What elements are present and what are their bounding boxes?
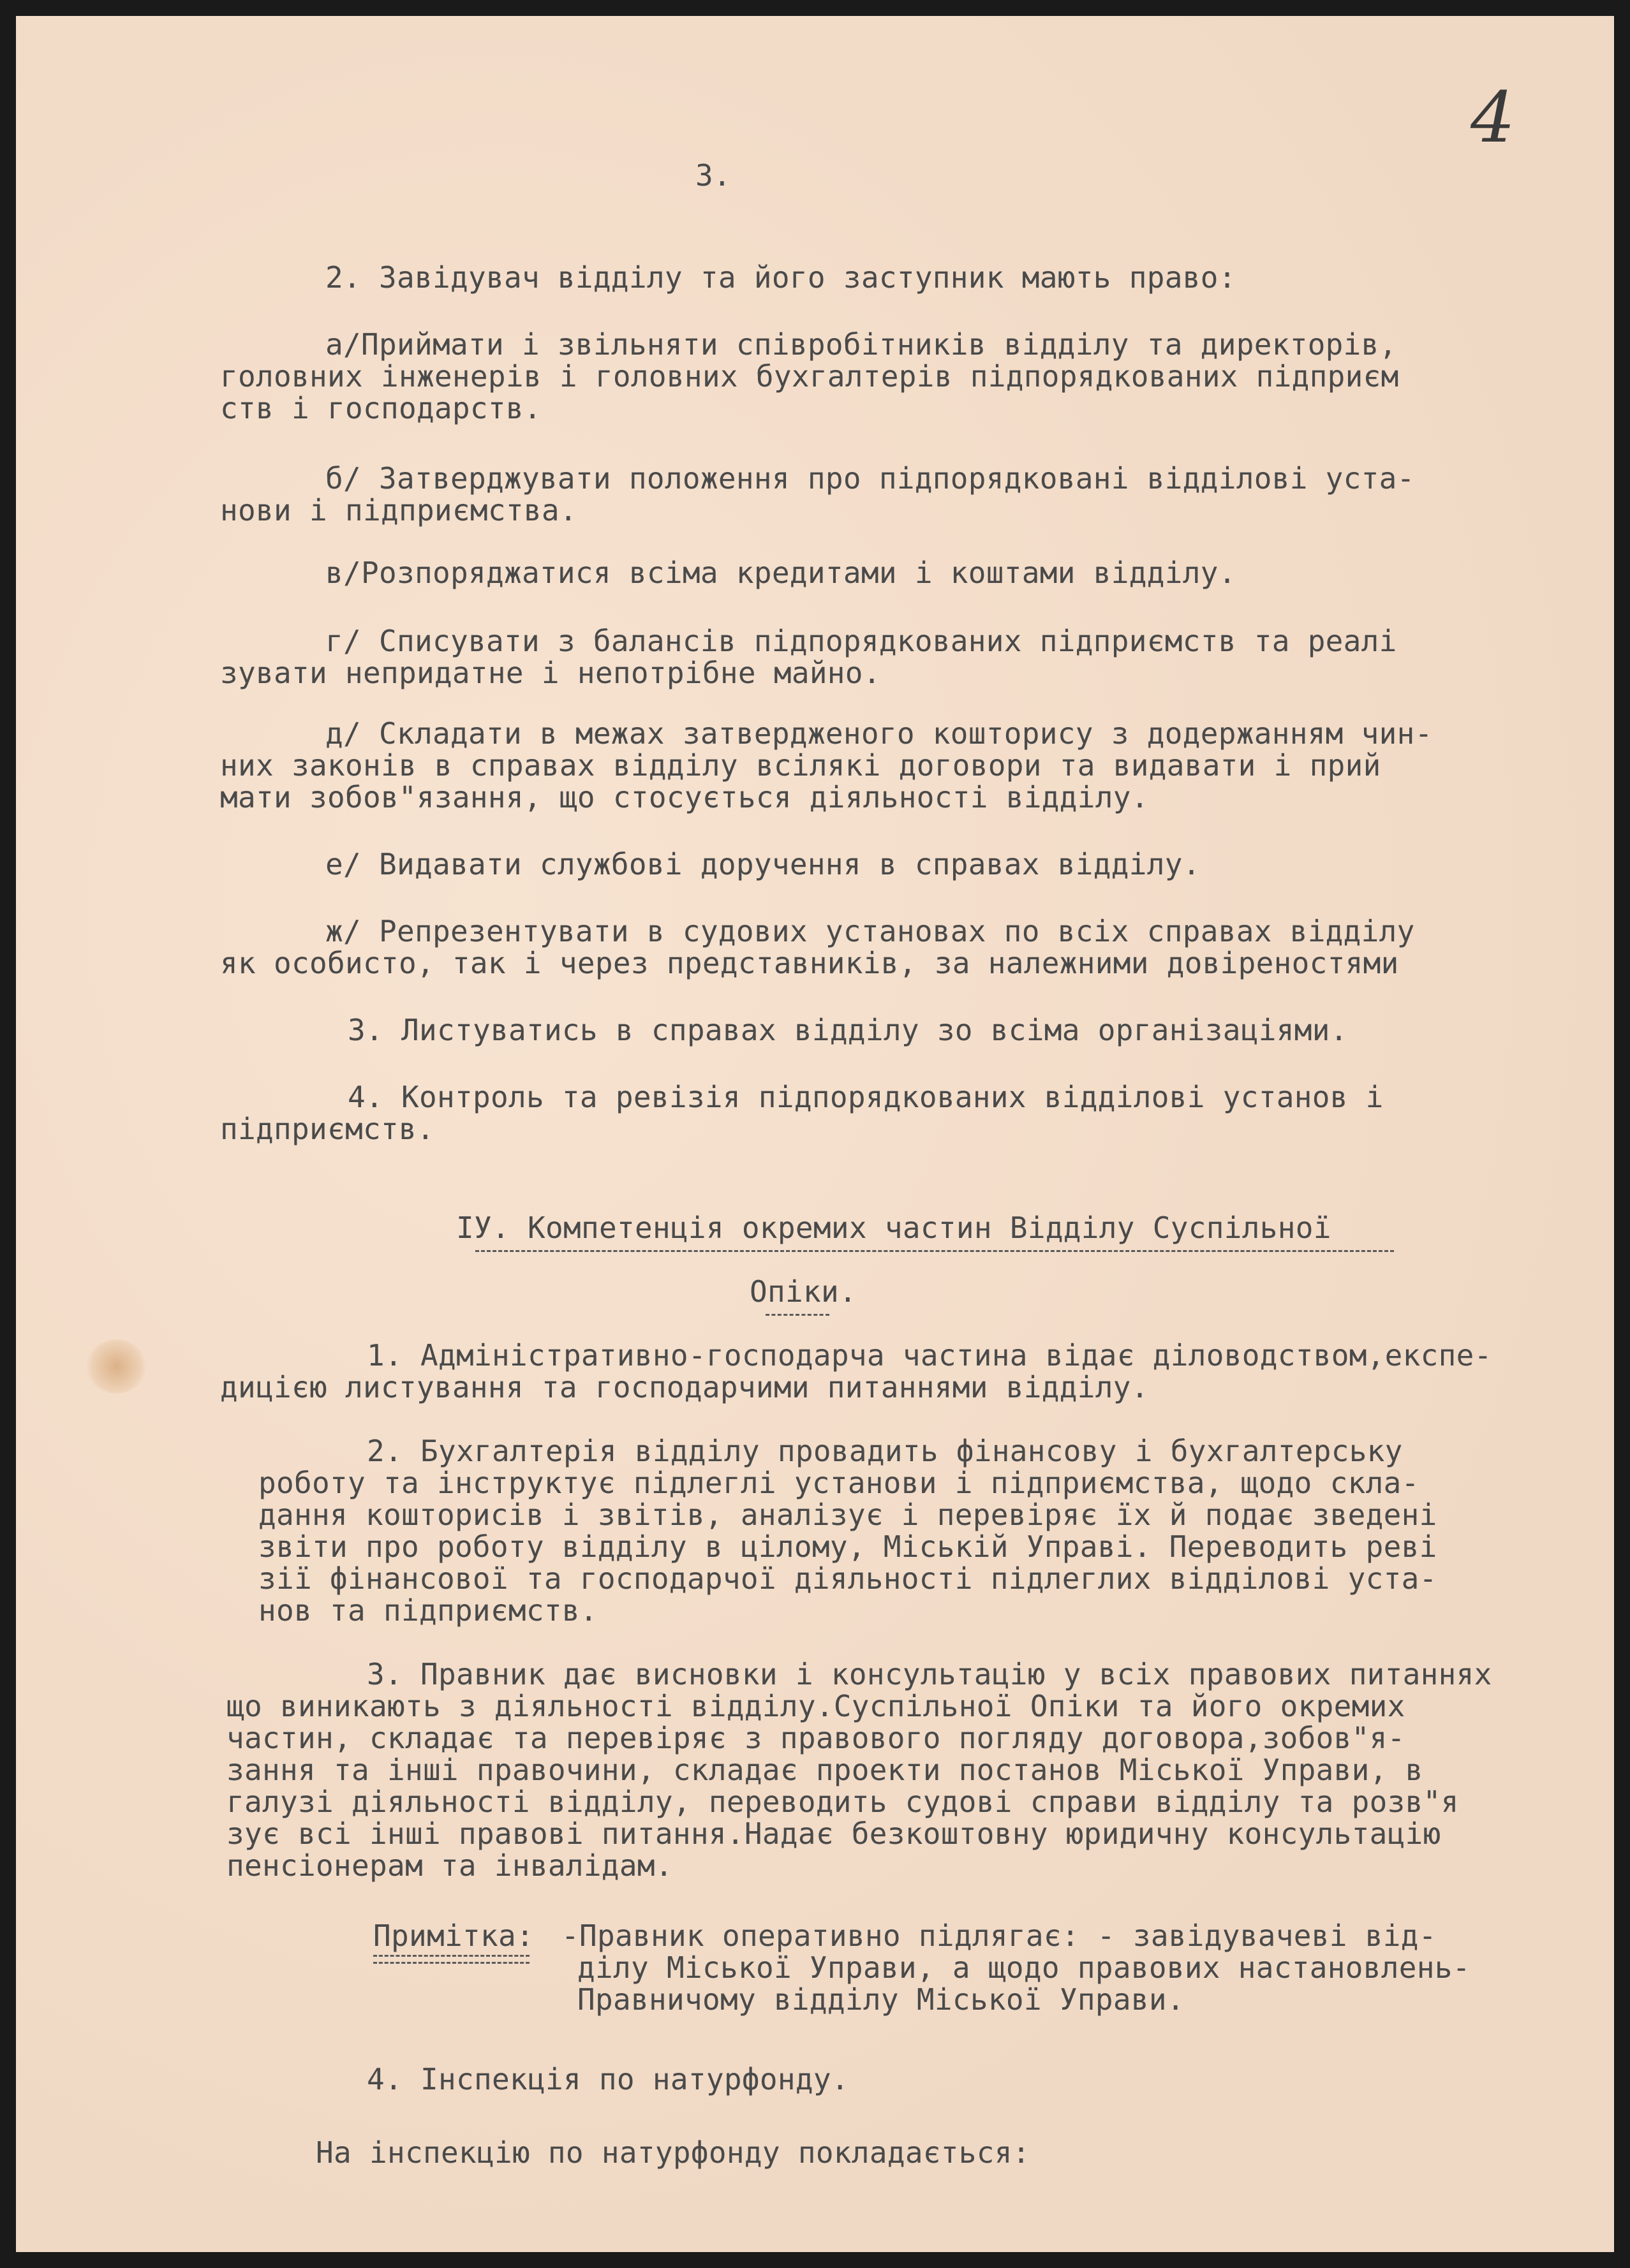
- text-line: 1. Адміністративно-господарча частина відає діловодством,експе-: [367, 1338, 1492, 1373]
- note-line: ділу Міської Управи, а щодо правових настановлень-: [577, 1950, 1471, 1985]
- text-line: в/Розпоряджатися всіма кредитами і коштами відділу.: [325, 556, 1236, 590]
- text-line: а/Приймати і звільняти співробітників відділу та директорів,: [325, 327, 1397, 362]
- note-line: -Правник оперативно підлягає: - завідувачеві від-: [561, 1918, 1437, 1953]
- text-line: дицією листування та господарчими питаннями відділу.: [220, 1370, 1149, 1404]
- text-line: що виникають з діяльності відділу.Суспільної Опіки та його окремих: [226, 1689, 1405, 1723]
- text-line: підприємств.: [220, 1112, 434, 1146]
- text-line: е/ Видавати службові доручення в справах відділу.: [325, 847, 1201, 881]
- note-label-underline: [373, 1955, 530, 1964]
- text-line: частин, складає та перевіряє з правового погляду договора,зобов"я-: [226, 1721, 1405, 1755]
- text-line: роботу та інструктує підлеглі установи і підприємства, щодо скла-: [258, 1466, 1419, 1500]
- text-line: зії фінансової та господарчої діяльності підлеглих відділові уста-: [258, 1561, 1437, 1596]
- text-line: ств і господарств.: [220, 391, 542, 425]
- text-line: головних інженерів і головних бухгалтерів підпорядкованих підприєм: [220, 359, 1399, 394]
- heading-underline: [475, 1250, 1394, 1252]
- subsection-heading: 4. Інспекція по натурфонду.: [367, 2062, 849, 2096]
- text-line: пенсіонерам та інвалідам.: [226, 1848, 673, 1883]
- text-line: д/ Складати в межах затвердженого кошторису з додержанням чин-: [325, 716, 1433, 751]
- text-line: галузі діяльності відділу, переводить судові справи відділу та розв"я: [226, 1785, 1459, 1819]
- text-line: 4. Контроль та ревізія підпорядкованих відділові установ і: [348, 1080, 1384, 1114]
- note-label: Примітка:: [373, 1918, 534, 1953]
- text-line: зання та інші правочини, складає проекти постанов Міської Управи, в: [226, 1753, 1423, 1787]
- text-line: зувати непридатне і непотрібне майно.: [220, 656, 881, 690]
- text-line: них законів в справах відділу всілякі договори та видавати і прий: [220, 748, 1381, 783]
- paper-stain: [86, 1339, 147, 1394]
- text-line: мати зобов"язання, що стосується діяльності відділу.: [220, 780, 1149, 814]
- text-line: б/ Затверджувати положення про підпорядковані відділові уста-: [325, 461, 1415, 496]
- text-line: г/ Списувати з балансів підпорядкованих підприємств та реалі: [325, 624, 1397, 658]
- paragraph-rights-intro: 2. Завідувач відділу та його заступник мають право:: [325, 260, 1236, 295]
- text-line: ж/ Репрезентувати в судових установах по всіх справах відділу: [325, 914, 1415, 948]
- text-line: 2. Бухгалтерія відділу провадить фінансову і бухгалтерську: [367, 1434, 1403, 1468]
- text-line: як особисто, так і через представників, за належними довіреностями: [220, 946, 1399, 980]
- text-line: 3. Правник дає висновки і консультацію у всіх правових питаннях: [367, 1657, 1492, 1691]
- page-number: 3.: [695, 158, 731, 193]
- document-page: [16, 16, 1614, 2252]
- text-line: 3. Листуватись в справах відділу зо всіма організаціями.: [348, 1013, 1348, 1047]
- section-heading-continued: Опіки.: [750, 1274, 857, 1309]
- text-line: На інспекцію по натурфонду покладається:: [316, 2135, 1030, 2170]
- text-line: дання кошторисів і звітів, аналізує і перевіряє їх й подає зведені: [258, 1498, 1437, 1532]
- text-line: нов та підприємств.: [258, 1593, 598, 1628]
- section-heading: ІУ. Компетенція окремих частин Відділу Суспільної: [456, 1211, 1331, 1245]
- heading-underline-short: [766, 1314, 829, 1316]
- text-line: зує всі інші правові питання.Надає безкоштовну юридичну консультацію: [226, 1816, 1441, 1851]
- text-line: звіти про роботу відділу в цілому, Міській Управі. Переводить реві: [258, 1529, 1437, 1564]
- text-line: нови і підприємства.: [220, 493, 577, 527]
- corner-page-number: 4: [1471, 77, 1515, 158]
- note-line: Правничому відділу Міської Управи.: [577, 1982, 1185, 2017]
